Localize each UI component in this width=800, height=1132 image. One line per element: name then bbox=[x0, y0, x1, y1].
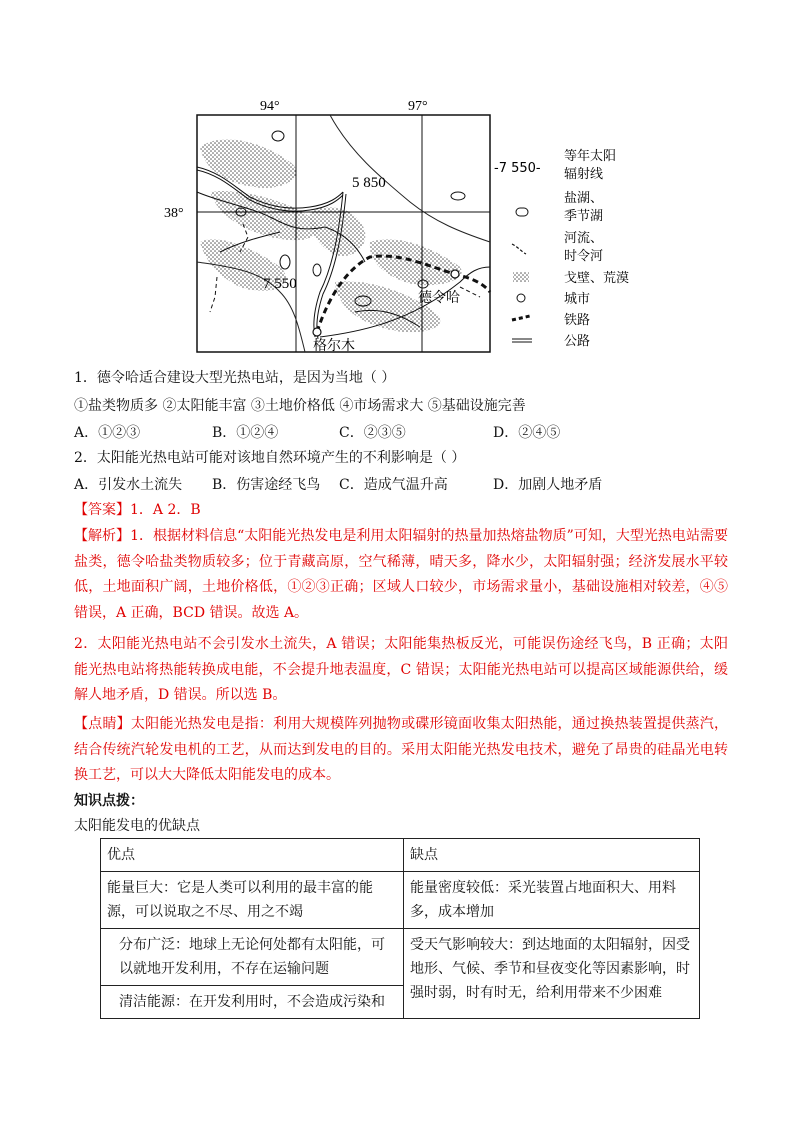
q2-option-a[interactable]: A．引发水土流失 bbox=[74, 477, 183, 493]
legend-railway-label: 铁路 bbox=[564, 313, 591, 328]
legend-river-icon bbox=[512, 244, 526, 254]
legend-isoline-label: 等年太阳辐射线 bbox=[564, 149, 617, 182]
q1-option-d[interactable]: D．②④⑤ bbox=[493, 425, 561, 441]
question-1-items: ①盐类物质多 ②太阳能丰富 ③土地价格低 ④市场需求大 ⑤基础设施完善 bbox=[74, 398, 526, 414]
lat-38-label: 38° bbox=[164, 206, 184, 221]
table-cell: 分布广泛：地球上无论何处都有太阳能，可以就地开发利用，不存在运输问题 bbox=[101, 929, 404, 986]
lon-94-label: 94° bbox=[260, 99, 280, 114]
city-marker-delingha bbox=[451, 270, 459, 278]
q1-option-c[interactable]: C．②③⑤ bbox=[339, 425, 406, 441]
q2-option-d[interactable]: D．加剧人地矛盾 bbox=[493, 477, 603, 493]
legend-isoline-sample: -7 550- bbox=[494, 161, 541, 176]
q1-option-a[interactable]: A．①②③ bbox=[74, 425, 141, 441]
question-1: 1．德令哈适合建设大型光热电站，是因为当地（ ） bbox=[74, 370, 396, 386]
legend-city-icon bbox=[517, 294, 525, 302]
pros-cons-table bbox=[100, 838, 700, 1019]
table-cell: 能量巨大：它是人类可以利用的最丰富的能源，可以说取之不尽、用之不竭 bbox=[101, 872, 404, 929]
solar-radiation-map bbox=[160, 92, 660, 357]
table-title: 太阳能发电的优缺点 bbox=[74, 818, 200, 834]
table-row bbox=[101, 872, 700, 929]
legend-city-label: 城市 bbox=[564, 292, 591, 307]
tip-paragraph: 【点睛】太阳能光热发电是指：利用大规模阵列抛物或碟形镜面收集太阳热能，通过换热装置提供蒸汽，结合传统汽轮发电机的工艺，从而达到发电的目的。采用太阳能光热发电技术，避免了昂贵的硅晶光电转换工艺，可以大大降低太阳能发电的成本。 bbox=[74, 716, 728, 783]
q1-option-b[interactable]: B．①②④ bbox=[212, 425, 279, 441]
legend-river-label: 河流、时令河 bbox=[564, 231, 604, 264]
q2-option-c[interactable]: C．造成气温升高 bbox=[339, 477, 448, 493]
legend-desert-label: 戈壁、荒漠 bbox=[564, 271, 630, 286]
table-cell: 清洁能源：在开发利用时，不会造成污染和 bbox=[101, 986, 404, 1019]
city-label-golmud: 格尔木 bbox=[313, 338, 355, 354]
legend-lake-label: 盐湖、季节湖 bbox=[564, 191, 604, 224]
analysis-1: 【解析】1．根据材料信息“太阳能光热发电是利用太阳辐射的热量加热熔盐物质”可知，大型光热电站需要盐类，德令哈盐类物质较多；位于青藏高原，空气稀薄，晴天多，降水少，太阳辐射强；经济发展水平较低，土地面积广阔，土地价格低，①②③正确；区域人口较少，市场需求量小，基础设施相对较差，④⑤错误，A 正确，BCD 错误。故选 A。 bbox=[74, 528, 728, 621]
table-row bbox=[101, 929, 700, 986]
legend-railway-icon bbox=[512, 316, 530, 320]
lon-97-label: 97° bbox=[408, 99, 428, 114]
table-header-row bbox=[101, 839, 700, 872]
isoline-7550-label: 7 550 bbox=[263, 276, 297, 292]
isoline-5850-label: 5 850 bbox=[352, 175, 386, 191]
table-header-pros: 优点 bbox=[101, 839, 404, 872]
table-cell: 能量密度较低：采光装置占地面积大、用料多，成本增加 bbox=[404, 872, 700, 929]
question-2: 2．太阳能光热电站可能对该地自然环境产生的不利影响是（ ） bbox=[74, 450, 466, 466]
map-legend bbox=[494, 148, 629, 349]
answer-line: 【答案】1．A 2．B bbox=[74, 502, 201, 518]
table-header-cons: 缺点 bbox=[404, 839, 700, 872]
legend-desert-icon bbox=[513, 272, 529, 282]
knowledge-title: 知识点拨： bbox=[74, 793, 144, 809]
city-label-delingha: 德令哈 bbox=[418, 290, 460, 306]
legend-lake-icon bbox=[516, 208, 528, 216]
legend-road-label: 公路 bbox=[564, 334, 591, 349]
city-marker-golmud bbox=[313, 328, 321, 336]
table-cell: 受天气影响较大：到达地面的太阳辐射，因受地形、气候、季节和昼夜变化等因素影响，时强时弱，时有时无，给利用带来不少困难 bbox=[404, 929, 700, 1019]
q2-option-b[interactable]: B．伤害途经飞鸟 bbox=[212, 477, 321, 493]
analysis-2: 2．太阳能光热电站不会引发水土流失，A 错误；太阳能集热板反光，可能误伤途经飞鸟，B 正确；太阳能光热电站将热能转换成电能，不会提升地表温度，C 错误；太阳能光热电站可以提高区域能源供给，缓解人地矛盾，D 错误。所以选 B。 bbox=[74, 636, 728, 703]
